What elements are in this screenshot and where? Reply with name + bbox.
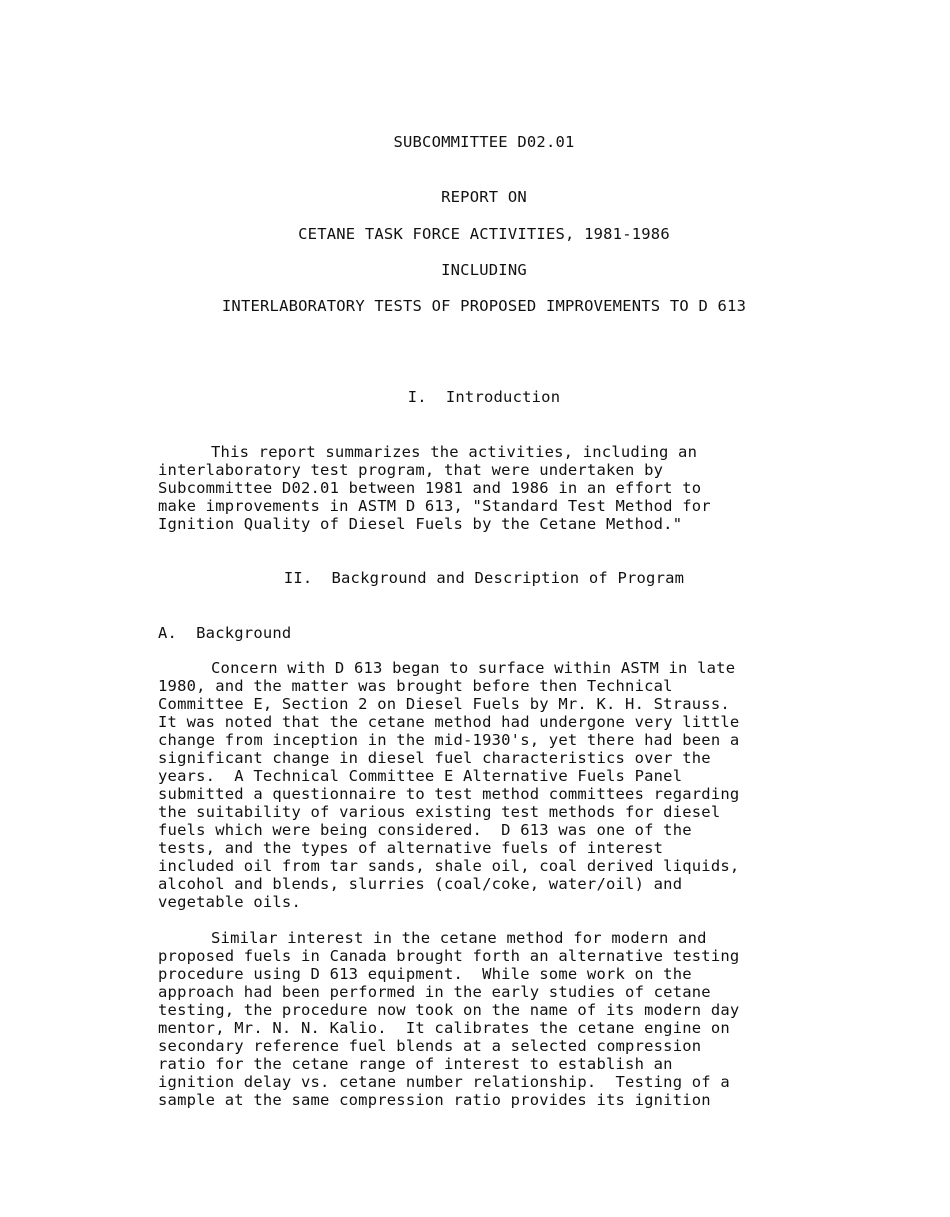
paragraph-line: approach had been performed in the early studies of cetane [158, 983, 711, 1001]
subsection-a-heading: A. Background [158, 624, 292, 642]
paragraph-line: significant change in diesel fuel characteristics over the [158, 749, 711, 767]
paragraph-line: change from inception in the mid-1930's, yet there had been a [158, 731, 740, 749]
paragraph-line: procedure using D 613 equipment. While some work on the [158, 965, 692, 983]
paragraph-line: Concern with D 613 began to surface within ASTM in late [211, 659, 736, 677]
title-heading: CETANE TASK FORCE ACTIVITIES, 1981-1986 [298, 225, 670, 243]
paragraph-line: included oil from tar sands, shale oil, coal derived liquids, [158, 857, 740, 875]
paragraph-line: make improvements in ASTM D 613, "Standard Test Method for [158, 497, 711, 515]
paragraph-line: submitted a questionnaire to test method committees regarding [158, 785, 740, 803]
paragraph-line: Ignition Quality of Diesel Fuels by the Cetane Method." [158, 515, 683, 533]
section-background-heading: II. Background and Description of Program [283, 569, 685, 587]
paragraph-line: proposed fuels in Canada brought forth an alternative testing [158, 947, 740, 965]
paragraph-line: 1980, and the matter was brought before then Technical [158, 677, 673, 695]
paragraph-line: sample at the same compression ratio provides its ignition [158, 1091, 711, 1109]
paragraph-line: vegetable oils. [158, 893, 301, 911]
paragraph-line: mentor, Mr. N. N. Kalio. It calibrates the cetane engine on [158, 1019, 730, 1037]
paragraph-line: the suitability of various existing test methods for diesel [158, 803, 721, 821]
subcommittee-heading: SUBCOMMITTEE D02.01 [393, 133, 575, 151]
paragraph-line: Committee E, Section 2 on Diesel Fuels by Mr. K. H. Strauss. [158, 695, 730, 713]
paragraph-line: fuels which were being considered. D 613 was one of the [158, 821, 692, 839]
paragraph-line: Subcommittee D02.01 between 1981 and 1986 in an effort to [158, 479, 702, 497]
paragraph-line: interlaboratory test program, that were undertaken by [158, 461, 664, 479]
paragraph-line: It was noted that the cetane method had undergone very little [158, 713, 740, 731]
paragraph-line: Similar interest in the cetane method for modern and [211, 929, 707, 947]
paragraph-line: tests, and the types of alternative fuels of interest [158, 839, 664, 857]
paragraph-line: alcohol and blends, slurries (coal/coke, water/oil) and [158, 875, 683, 893]
including-heading: INCLUDING [441, 261, 527, 279]
paragraph-line: testing, the procedure now took on the name of its modern day [158, 1001, 740, 1019]
paragraph-line: ratio for the cetane range of interest to establish an [158, 1055, 673, 1073]
paragraph-line: secondary reference fuel blends at a selected compression [158, 1037, 702, 1055]
paragraph-line: This report summarizes the activities, including an [211, 443, 698, 461]
paragraph-line: years. A Technical Committee E Alternative Fuels Panel [158, 767, 683, 785]
paragraph-line: ignition delay vs. cetane number relationship. Testing of a [158, 1073, 730, 1091]
section-introduction-heading: I. Introduction [407, 388, 561, 406]
subtitle-heading: INTERLABORATORY TESTS OF PROPOSED IMPROVEMENTS TO D 613 [221, 297, 747, 315]
report-on-heading: REPORT ON [441, 188, 527, 206]
